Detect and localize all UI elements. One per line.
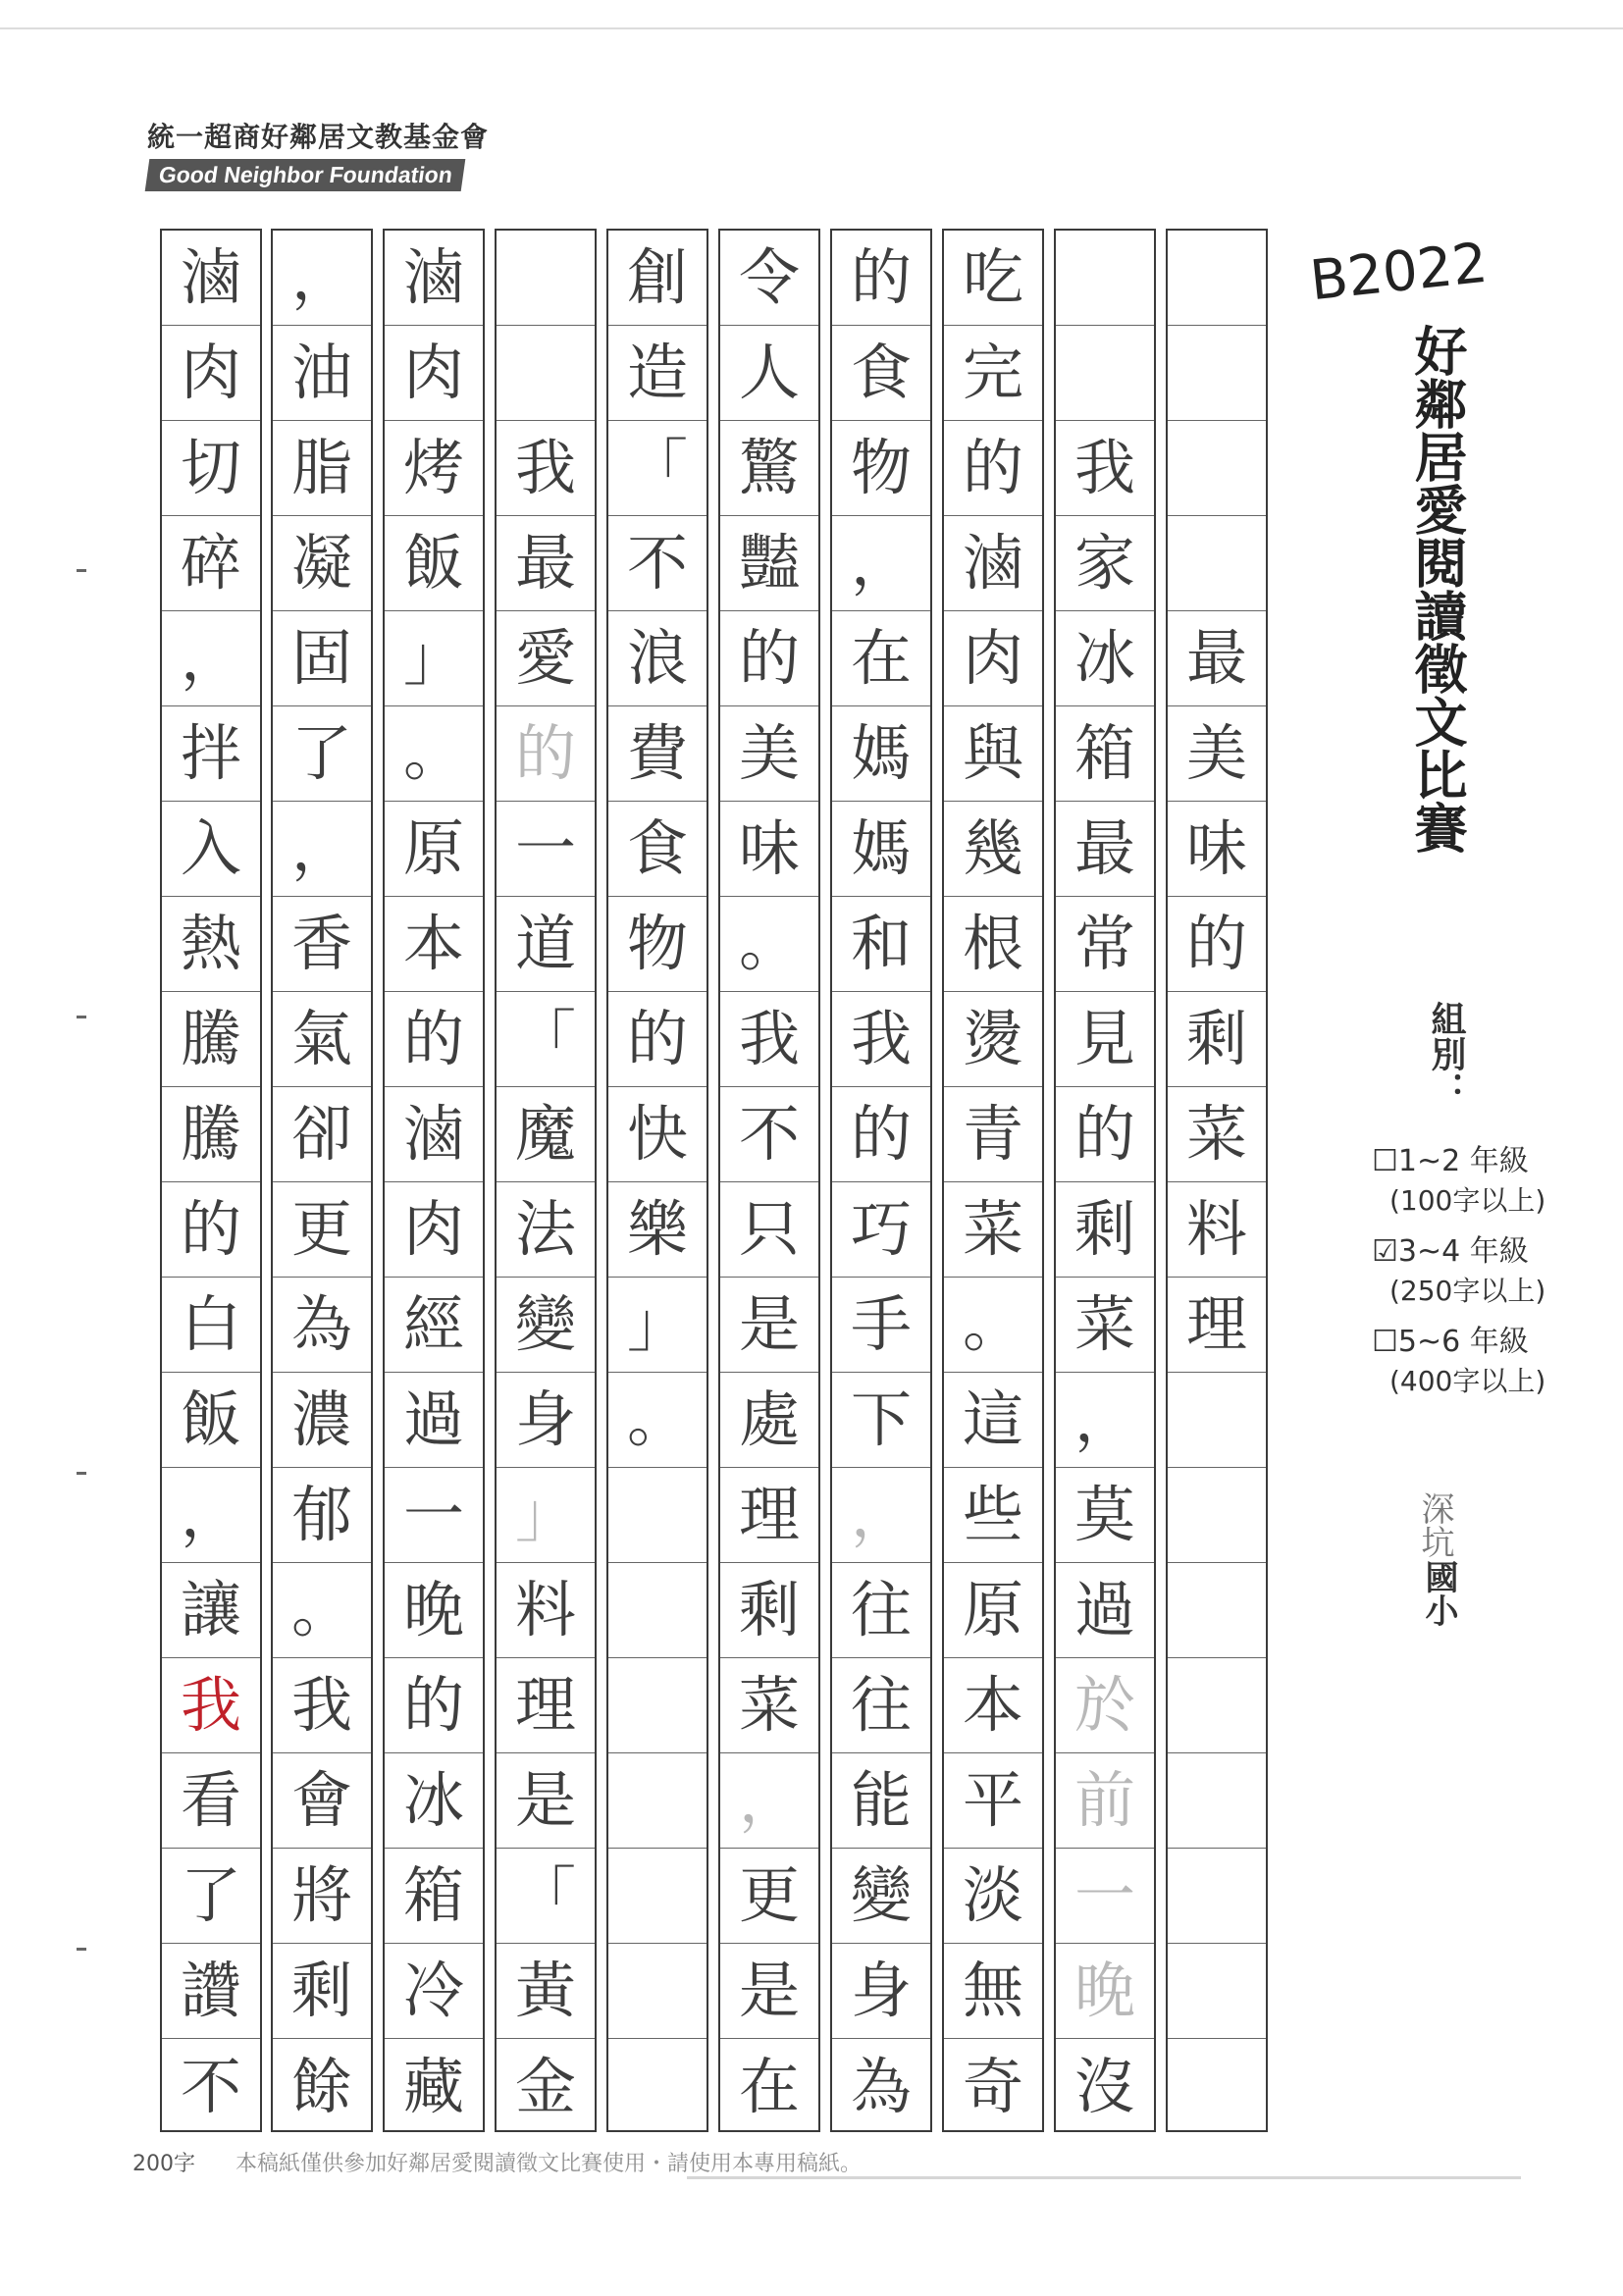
grid-cell: 的 bbox=[720, 611, 818, 706]
grid-cell: 的 bbox=[1168, 897, 1266, 992]
grade-option-3-4[interactable] bbox=[1372, 1226, 1568, 1309]
grid-cell: 是 bbox=[497, 1753, 595, 1849]
grid-cell: 往 bbox=[832, 1658, 930, 1753]
grid-cell: 菜 bbox=[1056, 1278, 1154, 1373]
grid-cell: 令 bbox=[720, 231, 818, 326]
grid-cell: 幾 bbox=[944, 802, 1042, 897]
grid-cell: ， bbox=[832, 516, 930, 611]
grid-cell: 媽 bbox=[832, 706, 930, 802]
grid-cell: 箱 bbox=[1056, 706, 1154, 802]
grid-cell: ， bbox=[273, 802, 371, 897]
scan-margin-mark bbox=[77, 1472, 86, 1475]
grid-cell: 快 bbox=[608, 1087, 707, 1182]
grid-column bbox=[718, 229, 820, 2132]
grid-cell: 讓 bbox=[162, 1563, 260, 1658]
grade-option-1-2[interactable] bbox=[1372, 1136, 1568, 1219]
grid-cell: 菜 bbox=[1168, 1087, 1266, 1182]
grid-column bbox=[942, 229, 1044, 2132]
grid-cell bbox=[1168, 326, 1266, 421]
grid-cell: 不 bbox=[720, 1087, 818, 1182]
essay-manuscript-grid bbox=[160, 229, 1274, 2132]
grid-cell bbox=[1168, 1753, 1266, 1849]
grid-cell: 了 bbox=[162, 1849, 260, 1944]
grid-cell: 晚 bbox=[1056, 1944, 1154, 2039]
grid-cell: 讚 bbox=[162, 1944, 260, 2039]
grid-cell: 最 bbox=[1168, 611, 1266, 706]
grid-cell: 。 bbox=[273, 1563, 371, 1658]
grid-cell: 」 bbox=[497, 1468, 595, 1563]
grid-cell: 」 bbox=[608, 1278, 707, 1373]
grid-cell: 餘 bbox=[290, 2050, 352, 2122]
grid-cell: 食 bbox=[608, 802, 707, 897]
grid-cell: 氣 bbox=[273, 992, 371, 1087]
grid-cell bbox=[1168, 421, 1266, 516]
grid-cell: 肉 bbox=[162, 326, 260, 421]
grid-cell: 無 bbox=[944, 1944, 1042, 2039]
school-suffix: 國小 bbox=[1419, 1560, 1458, 1627]
grid-cell: 的 bbox=[832, 231, 930, 326]
grid-cell bbox=[1168, 1849, 1266, 1944]
grid-cell bbox=[1168, 1563, 1266, 1658]
scan-margin-mark bbox=[77, 569, 86, 572]
grid-cell: 一 bbox=[497, 802, 595, 897]
grid-cell bbox=[1168, 1373, 1266, 1468]
grid-cell: 媽 bbox=[832, 802, 930, 897]
grid-cell: 美 bbox=[1168, 706, 1266, 802]
scan-margin-mark bbox=[77, 1948, 86, 1951]
grid-cell: 淡 bbox=[944, 1849, 1042, 1944]
grid-cell: 飯 bbox=[385, 516, 483, 611]
foundation-name-cn: 統一超商好鄰居文教基金會 bbox=[147, 121, 490, 153]
grid-cell: 的 bbox=[832, 1087, 930, 1182]
grid-column bbox=[383, 229, 485, 2132]
grid-cell: 滷 bbox=[944, 516, 1042, 611]
grid-cell: 和 bbox=[832, 897, 930, 992]
grid-cell: 白 bbox=[162, 1278, 260, 1373]
grid-cell: 看 bbox=[162, 1753, 260, 1849]
grid-cell: 料 bbox=[497, 1563, 595, 1658]
grid-cell: 剩 bbox=[1168, 992, 1266, 1087]
grid-cell: 「 bbox=[497, 1849, 595, 1944]
grid-cell: 箱 bbox=[385, 1849, 483, 1944]
grid-cell bbox=[497, 326, 595, 421]
grid-cell: 碎 bbox=[162, 516, 260, 611]
grid-cell: 在 bbox=[738, 2050, 800, 2122]
grid-cell: 一 bbox=[385, 1468, 483, 1563]
grid-cell: 理 bbox=[1168, 1278, 1266, 1373]
grid-cell bbox=[1168, 1658, 1266, 1753]
grid-cell: 一 bbox=[1056, 1849, 1154, 1944]
scan-edge bbox=[0, 27, 1623, 29]
grid-cell: ， bbox=[1056, 1373, 1154, 1468]
grid-cell bbox=[497, 231, 595, 326]
grid-cell: 卻 bbox=[273, 1087, 371, 1182]
grid-cell: 與 bbox=[944, 706, 1042, 802]
grid-cell: 道 bbox=[497, 897, 595, 992]
grid-cell: 浪 bbox=[608, 611, 707, 706]
grid-cell: 肉 bbox=[385, 326, 483, 421]
grid-cell: 濃 bbox=[273, 1373, 371, 1468]
grid-cell: 脂 bbox=[273, 421, 371, 516]
grid-cell bbox=[608, 1753, 707, 1849]
entry-id-handwritten: B2022 bbox=[1307, 231, 1491, 314]
grid-cell bbox=[608, 2039, 707, 2134]
grid-cell: 不 bbox=[180, 2050, 241, 2122]
grid-cell: 本 bbox=[944, 1658, 1042, 1753]
grid-cell: 為 bbox=[273, 1278, 371, 1373]
grid-cell: 原 bbox=[944, 1563, 1042, 1658]
grade-label: 5~6 年級 bbox=[1397, 1325, 1529, 1359]
grid-cell: 的 bbox=[497, 706, 595, 802]
grade-label: 3~4 年級 bbox=[1397, 1234, 1529, 1269]
grid-cell: 手 bbox=[832, 1278, 930, 1373]
grid-cell: 下 bbox=[832, 1373, 930, 1468]
grid-cell: 。 bbox=[720, 897, 818, 992]
grid-cell: 剩 bbox=[273, 1944, 371, 2039]
grid-cell: 法 bbox=[497, 1182, 595, 1278]
grid-cell: 最 bbox=[497, 516, 595, 611]
grid-cell: 能 bbox=[832, 1753, 930, 1849]
grid-cell: 在 bbox=[832, 611, 930, 706]
grid-cell: ， bbox=[162, 611, 260, 706]
grid-cell: 是 bbox=[720, 1278, 818, 1373]
grid-cell: 理 bbox=[720, 1468, 818, 1563]
grid-cell: 熱 bbox=[162, 897, 260, 992]
grid-cell: 金 bbox=[514, 2050, 576, 2122]
grid-cell: 會 bbox=[273, 1753, 371, 1849]
grid-cell: ， bbox=[832, 1468, 930, 1563]
grade-checkbox[interactable]: ☐ bbox=[1372, 1325, 1398, 1359]
grid-cell: 本 bbox=[385, 897, 483, 992]
grid-cell bbox=[1168, 516, 1266, 611]
grid-cell: 這 bbox=[944, 1373, 1042, 1468]
grid-cell: 創 bbox=[608, 231, 707, 326]
grid-cell: 不 bbox=[608, 516, 707, 611]
grid-cell: 。 bbox=[944, 1278, 1042, 1373]
grid-cell: 騰 bbox=[162, 992, 260, 1087]
grid-cell: 食 bbox=[832, 326, 930, 421]
grid-cell: 最 bbox=[1056, 802, 1154, 897]
grid-cell: 常 bbox=[1056, 897, 1154, 992]
grid-cell: 經 bbox=[385, 1278, 483, 1373]
grid-cell: 味 bbox=[720, 802, 818, 897]
grid-cell bbox=[1168, 231, 1266, 326]
grade-options bbox=[1372, 1136, 1568, 1407]
grid-cell: 吃 bbox=[944, 231, 1042, 326]
grid-cell: 的 bbox=[944, 421, 1042, 516]
grid-cell: 人 bbox=[720, 326, 818, 421]
grid-column bbox=[271, 229, 373, 2132]
grid-cell: 些 bbox=[944, 1468, 1042, 1563]
grade-checkbox[interactable]: ☐ bbox=[1372, 1144, 1398, 1178]
grid-cell: 是 bbox=[720, 1944, 818, 2039]
grid-cell: 更 bbox=[273, 1182, 371, 1278]
grid-cell bbox=[1056, 231, 1154, 326]
grid-cell: 藏 bbox=[402, 2050, 464, 2122]
grid-cell: 滷 bbox=[385, 231, 483, 326]
grid-cell: 理 bbox=[497, 1658, 595, 1753]
grid-cell: 騰 bbox=[162, 1087, 260, 1182]
grid-cell: 剩 bbox=[1056, 1182, 1154, 1278]
contest-title: 好鄰居愛閱讀徵文比賽 bbox=[1406, 324, 1468, 854]
grid-cell: 「 bbox=[608, 421, 707, 516]
grid-cell: 根 bbox=[944, 897, 1042, 992]
grid-cell: 莫 bbox=[1056, 1468, 1154, 1563]
grid-cell: 切 bbox=[162, 421, 260, 516]
grid-cell: 平 bbox=[944, 1753, 1042, 1849]
foundation-logo bbox=[147, 116, 490, 191]
character-count: 200字 bbox=[132, 2152, 195, 2176]
grid-cell: 剩 bbox=[720, 1563, 818, 1658]
grid-cell: 驚 bbox=[720, 421, 818, 516]
grid-cell: 為 bbox=[850, 2050, 912, 2122]
grid-cell: 的 bbox=[1056, 1087, 1154, 1182]
grid-cell: 我 bbox=[1056, 421, 1154, 516]
grid-cell: 家 bbox=[1056, 516, 1154, 611]
grid-cell: 樂 bbox=[608, 1182, 707, 1278]
grid-column bbox=[1054, 229, 1156, 2132]
grid-cell: 我 bbox=[497, 421, 595, 516]
grid-cell: 郁 bbox=[273, 1468, 371, 1563]
usage-notice: 本稿紙僅供參加好鄰居愛閱讀徵文比賽使用・請使用本專用稿紙。 bbox=[236, 2152, 863, 2176]
scan-margin-mark bbox=[77, 1016, 86, 1018]
grid-cell: 我 bbox=[273, 1658, 371, 1753]
grid-cell: 的 bbox=[608, 992, 707, 1087]
grid-cell: 入 bbox=[162, 802, 260, 897]
grid-cell: 我 bbox=[162, 1658, 260, 1753]
grid-cell bbox=[1168, 1468, 1266, 1563]
grid-cell: 味 bbox=[1168, 802, 1266, 897]
grid-cell bbox=[1168, 2039, 1266, 2134]
grid-cell: 我 bbox=[832, 992, 930, 1087]
grid-cell: 「 bbox=[497, 992, 595, 1087]
grid-cell: 巧 bbox=[832, 1182, 930, 1278]
grid-cell: 飯 bbox=[162, 1373, 260, 1468]
grid-cell: 冷 bbox=[385, 1944, 483, 2039]
grade-label: 1~2 年級 bbox=[1397, 1144, 1529, 1178]
grid-cell: 」 bbox=[385, 611, 483, 706]
foundation-name-en: Good Neighbor Foundation bbox=[145, 159, 466, 191]
grid-cell: 愛 bbox=[497, 611, 595, 706]
grid-cell: 原 bbox=[385, 802, 483, 897]
grid-cell: 更 bbox=[720, 1849, 818, 1944]
grid-cell: 魔 bbox=[497, 1087, 595, 1182]
grid-column bbox=[1166, 229, 1268, 2132]
grid-cell: 的 bbox=[162, 1182, 260, 1278]
grid-cell: 奇 bbox=[962, 2050, 1023, 2122]
grid-cell: 烤 bbox=[385, 421, 483, 516]
grid-cell: 料 bbox=[1168, 1182, 1266, 1278]
grid-cell: 凝 bbox=[273, 516, 371, 611]
grid-cell: 沒 bbox=[1073, 2050, 1135, 2122]
grid-cell: 。 bbox=[385, 706, 483, 802]
grid-cell: 變 bbox=[832, 1849, 930, 1944]
grid-cell: 處 bbox=[720, 1373, 818, 1468]
grid-cell: ， bbox=[162, 1468, 260, 1563]
grade-note: (400字以上) bbox=[1389, 1365, 1546, 1397]
grid-cell: 的 bbox=[385, 1658, 483, 1753]
grid-cell: 過 bbox=[1056, 1563, 1154, 1658]
grid-cell: 過 bbox=[385, 1373, 483, 1468]
grid-cell: 晚 bbox=[385, 1563, 483, 1658]
grid-cell: 完 bbox=[944, 326, 1042, 421]
grid-cell: 。 bbox=[608, 1373, 707, 1468]
grid-cell: 的 bbox=[385, 992, 483, 1087]
grid-cell bbox=[1168, 1944, 1266, 2039]
grid-cell: 冰 bbox=[385, 1753, 483, 1849]
grid-cell: 前 bbox=[1056, 1753, 1154, 1849]
grid-cell: 我 bbox=[720, 992, 818, 1087]
grid-cell: 變 bbox=[497, 1278, 595, 1373]
grid-cell: 物 bbox=[832, 421, 930, 516]
grid-cell: 香 bbox=[273, 897, 371, 992]
grid-cell: 了 bbox=[273, 706, 371, 802]
grade-option-5-6[interactable] bbox=[1372, 1317, 1568, 1399]
grid-cell: 滷 bbox=[385, 1087, 483, 1182]
grid-cell: 固 bbox=[273, 611, 371, 706]
grade-checkbox[interactable]: ☑ bbox=[1372, 1234, 1398, 1269]
grid-cell: 將 bbox=[273, 1849, 371, 1944]
grid-cell: 往 bbox=[832, 1563, 930, 1658]
grid-cell bbox=[608, 1658, 707, 1753]
grid-cell bbox=[608, 1944, 707, 2039]
grid-cell bbox=[608, 1468, 707, 1563]
grid-cell: 身 bbox=[497, 1373, 595, 1468]
grid-cell: 美 bbox=[720, 706, 818, 802]
grid-cell: 青 bbox=[944, 1087, 1042, 1182]
grid-cell: 菜 bbox=[720, 1658, 818, 1753]
grid-cell: 於 bbox=[1056, 1658, 1154, 1753]
grid-cell: 豔 bbox=[720, 516, 818, 611]
grid-cell: 肉 bbox=[385, 1182, 483, 1278]
grid-cell: 油 bbox=[273, 326, 371, 421]
grid-cell bbox=[608, 1849, 707, 1944]
grid-cell bbox=[1056, 326, 1154, 421]
group-label: 組別： bbox=[1426, 1001, 1466, 1107]
grid-cell: 黃 bbox=[497, 1944, 595, 2039]
grid-cell bbox=[608, 1563, 707, 1658]
grid-cell: 只 bbox=[720, 1182, 818, 1278]
grid-column bbox=[160, 229, 262, 2132]
grid-cell: 物 bbox=[608, 897, 707, 992]
grid-cell: 冰 bbox=[1056, 611, 1154, 706]
grid-column bbox=[830, 229, 932, 2132]
grid-cell: 菜 bbox=[944, 1182, 1042, 1278]
grid-cell: 滷 bbox=[162, 231, 260, 326]
footer-fine-print bbox=[687, 2176, 1521, 2179]
grid-cell: 拌 bbox=[162, 706, 260, 802]
grid-cell: 肉 bbox=[944, 611, 1042, 706]
grade-note: (250字以上) bbox=[1389, 1275, 1546, 1307]
grid-column bbox=[495, 229, 597, 2132]
grade-note: (100字以上) bbox=[1389, 1184, 1546, 1217]
school-name: 深坑 bbox=[1415, 1491, 1454, 1558]
grid-cell: 造 bbox=[608, 326, 707, 421]
grid-cell: 費 bbox=[608, 706, 707, 802]
grid-cell: 燙 bbox=[944, 992, 1042, 1087]
grid-cell: 見 bbox=[1056, 992, 1154, 1087]
grid-cell: 身 bbox=[832, 1944, 930, 2039]
grid-cell: ， bbox=[720, 1753, 818, 1849]
grid-cell: ， bbox=[273, 231, 371, 326]
grid-column bbox=[606, 229, 708, 2132]
